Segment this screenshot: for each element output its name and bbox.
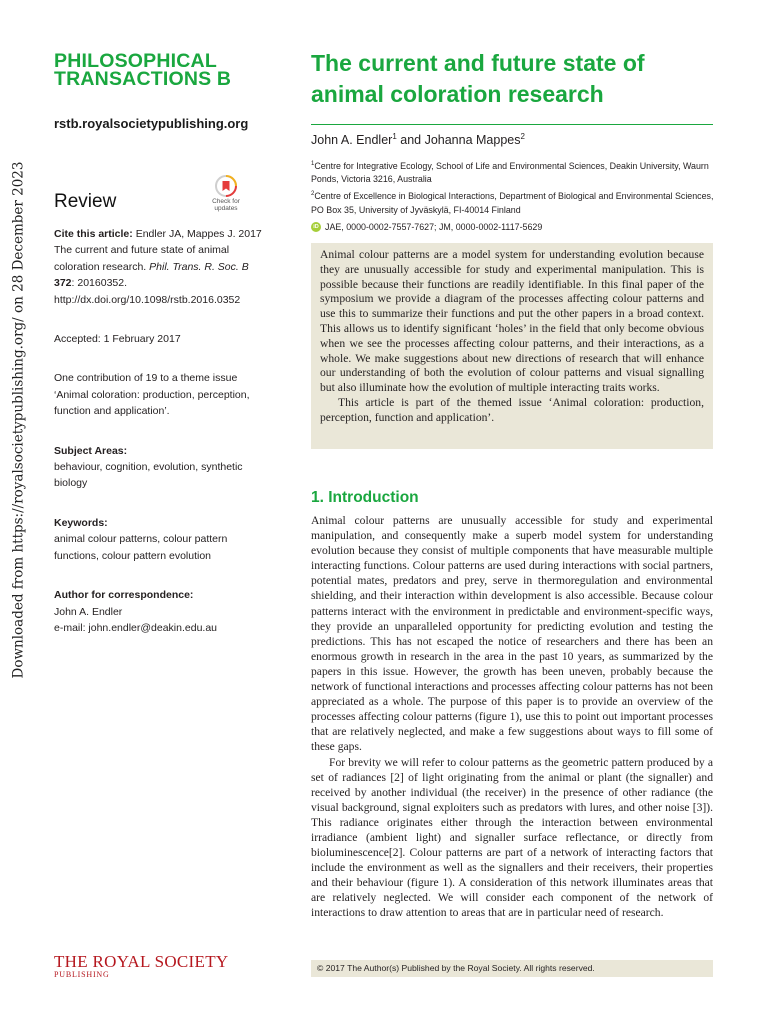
orcid-icon[interactable]: iD xyxy=(311,222,321,232)
accepted-date: Accepted: 1 February 2017 xyxy=(54,333,181,346)
publisher-logo[interactable] xyxy=(54,953,228,979)
orcid-text[interactable]: JAE, 0000-0002-7557-7627; JM, 0000-0002-1117-5629 xyxy=(325,222,543,232)
affiliation-1 xyxy=(311,158,721,186)
introduction-body xyxy=(311,513,713,921)
check-updates-line1: Check for xyxy=(212,198,240,205)
author-2[interactable]: Johanna Mappes xyxy=(424,133,521,148)
theme-issue-note: One contribution of 19 to a theme issue ‘Animal coloration: production, perception, function and application’. xyxy=(54,372,250,418)
article-info-sidebar xyxy=(54,226,264,650)
section-heading-introduction: 1. Introduction xyxy=(311,489,419,506)
citation-block xyxy=(54,226,264,308)
affiliation-1-text: Centre for Integrative Ecology, School of Life and Environmental Sciences, Deakin University, Waurn Ponds, Victoria 3216, Australia xyxy=(311,160,709,185)
correspondence-email[interactable]: e-mail: john.endler@deakin.edu.au xyxy=(54,621,218,634)
keywords-heading: Keywords: xyxy=(54,516,108,529)
affiliation-2 xyxy=(311,188,721,216)
correspondence-block xyxy=(54,587,264,636)
abstract-box xyxy=(311,243,713,449)
cite-volume: 372 xyxy=(54,277,72,290)
journal-name-line1: PHILOSOPHICAL xyxy=(54,50,217,72)
author-conjunction: and xyxy=(396,133,425,148)
check-updates-icon xyxy=(215,175,237,197)
author-1-affil: 1 xyxy=(392,132,397,141)
subject-areas-heading: Subject Areas: xyxy=(54,444,128,457)
affiliation-1-mark: 1 xyxy=(311,161,315,167)
correspondence-name: John A. Endler xyxy=(54,605,123,618)
cite-label: Cite this article: xyxy=(54,228,133,240)
doi-link[interactable]: http://dx.doi.org/10.1098/rstb.2016.0352 xyxy=(54,293,241,306)
author-list xyxy=(311,132,525,147)
publisher-name: THE ROYAL SOCIETY xyxy=(54,952,229,971)
abstract-paragraph-1: Animal colour patterns are a model system for understanding evolution because they are unusually accessible for study and experimental manipulation. This is possible because their functions are readily identifiable. In this final paper of the symposium we provide a diagram of the processes affecting colour patterns and use this to summarize their functions and put the other papers in a broad context. This allows us to identify significant ‘holes’ in the field that only become obvious when we see the processes affecting colour patterns, and their interactions, as a whole. We make suggestions about new directions of research that will enhance our understanding of both the evolution of colour patterns and visual signalling but also illuminate how the evolution of multiple interacting traits works. xyxy=(320,248,704,395)
title-divider xyxy=(311,124,713,125)
subject-areas-block xyxy=(54,443,264,492)
check-for-updates-button[interactable] xyxy=(206,175,246,219)
check-updates-label xyxy=(212,198,240,212)
affiliations xyxy=(311,158,721,219)
journal-url-link[interactable]: rstb.royalsocietypublishing.org xyxy=(54,116,249,131)
download-stamp-text: Downloaded from https://royalsocietypublishing.org/ on 28 December 2023 xyxy=(10,161,26,679)
journal-logo[interactable] xyxy=(54,52,264,88)
article-type-label: Review xyxy=(54,191,117,212)
subject-areas-text: behaviour, cognition, evolution, synthetic biology xyxy=(54,461,243,490)
cite-text: Endler JA, Mappes J. 2017 The current and future state of animal coloration research. xyxy=(54,228,262,273)
author-1[interactable]: John A. Endler xyxy=(311,133,393,148)
copyright-notice: © 2017 The Author(s) Published by the Royal Society. All rights reserved. xyxy=(311,960,713,977)
cite-journal: Phil. Trans. R. Soc. B xyxy=(149,260,249,273)
author-2-affil: 2 xyxy=(520,132,525,141)
keywords-text: animal colour patterns, colour pattern functions, colour pattern evolution xyxy=(54,533,228,562)
orcid-line xyxy=(311,222,542,232)
check-updates-line2: updates xyxy=(214,205,238,212)
publisher-sub: PUBLISHING xyxy=(54,970,110,979)
correspondence-heading: Author for correspondence: xyxy=(54,589,194,602)
affiliation-2-text: Centre of Excellence in Biological Interactions, Department of Biological and Environmental Sciences, PO Box 35, University of Jyväskylä, FI-40014 Finland xyxy=(311,191,714,215)
journal-name-line2: TRANSACTIONS B xyxy=(54,68,232,90)
abstract-paragraph-2: This article is part of the themed issue ‘Animal coloration: production, perception, function and application’. xyxy=(320,395,704,424)
cite-pages: : 20160352. xyxy=(71,277,127,290)
body-paragraph-2: For brevity we will refer to colour patterns as the geometric pattern produced by a set of radiances [2] of light originating from the animal or plant (the signaller) and received by another individual (the receiver) in the presence of other radiance (the visual background, signal exploiters such as predators with lures, and other noise [3]). This radiance originates either through the interaction between environmental irradiance (ambient light) and signaller surface reflectance, or directly from bioluminescence[2]. Colour patterns are part of a network of interacting factors that include the environment as well as the signallers and their receivers, their properties and their behaviour (figure 1). A consideration of this network illuminates areas that are relatively neglected. We will consider each component of the network of interactions to draw attention to areas that are in particular need of research. xyxy=(311,755,713,920)
affiliation-2-mark: 2 xyxy=(311,191,315,198)
body-paragraph-1: Animal colour patterns are unusually accessible for study and experimental manipulation, and consequently make a superb model system for understanding evolution because they consist of multiple components that have measurable multiple interacting functions. Colour patterns are used during interactions with social partners, potential mates, predators and prey, serve in thermoregulation and environmental shielding, and their interaction within development is also accessible. Because colour patterns interact with the environment in predictable and environment-specific ways, they provide an unparalleled opportunity for predicting evolution and testing the predictions. This has not escaped the notice of researchers and there has been an enormous growth in research in the area in the past 10 years, as summarized by the papers in this issue. However, the growth has been uneven, probably because the network of functional interactions and processes affecting colour patterns has not been appreciated as a whole. The purpose of this paper is to provide an overview of the processes affecting colour patterns (figure 1), use this to point out important processes that are relatively neglected, and make a few suggestions about ways to fill some of these gaps. xyxy=(311,514,713,754)
download-stamp xyxy=(6,80,30,760)
keywords-block xyxy=(54,515,264,564)
article-title: The current and future state of animal coloration research xyxy=(311,50,645,107)
